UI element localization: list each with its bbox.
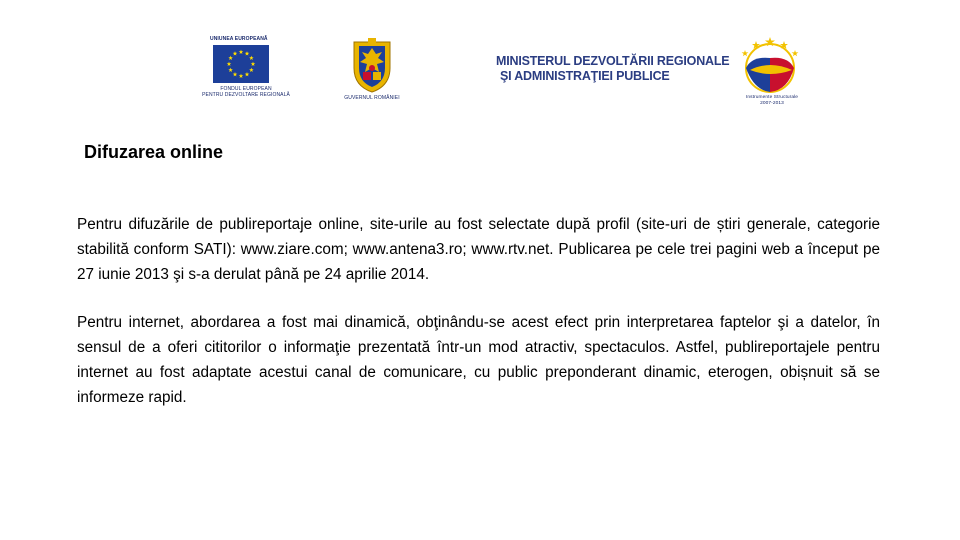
eu-star-icon <box>249 56 254 60</box>
eu-caption-top: UNIUNEA EUROPEANĂ <box>210 36 268 42</box>
ministry-logo <box>496 54 730 90</box>
paragraph-2: Pentru internet, abordarea a fost mai dinamică, obţinându-se acest efect prin interpretarea faptelor şi a datelor, în sensul de a oferi cititorilor o informaţie prezentată într-un mod atractiv, spectaculos. Astfel, publireportajele pentru internet au fost adaptate acestui canal de comunicare, cu public preponderant dinamic, eterogen, obișnuit să se informeze rapid. <box>77 314 880 406</box>
government-caption: GUVERNUL ROMÂNIEI <box>344 95 400 101</box>
eu-star-icon <box>249 68 254 72</box>
section-heading: Difuzarea online <box>84 142 224 162</box>
eu-caption-bottom-line-2: PENTRU DEZVOLTARE REGIONALĂ <box>202 92 290 98</box>
eu-star-icon <box>239 74 244 78</box>
eu-star-icon <box>227 62 232 66</box>
eu-star-icon <box>233 51 238 55</box>
paragraph-1: Pentru difuzările de publireportaje online, site-urile au fost selectate după profil (site-uri de știri generale, categorie stabilită conform SATI): www.ziare.com; www.antena3.ro; www.rtv.net. Publicarea pe cele trei pagini web a început pe 27 iunie 2013 şi s-a derulat până pe 24 aprilie 2014. <box>77 216 880 283</box>
eu-star-icon <box>228 68 233 72</box>
structural-instruments-caption-line-1: Instrumente Structurale <box>745 95 799 100</box>
eu-logo <box>196 36 296 102</box>
eu-star-icon <box>245 72 250 76</box>
structural-instruments-caption-line-2: 2007-2013 <box>760 101 784 106</box>
coat-of-arms-icon <box>332 38 412 94</box>
ministry-name-line-1: MINISTERUL DEZVOLTĂRII REGIONALE <box>496 54 730 68</box>
structural-instruments-logo <box>732 34 812 106</box>
structural-instruments-emblem-icon <box>732 34 812 94</box>
eu-star-icon <box>251 62 256 66</box>
structural-instruments-caption <box>732 95 812 107</box>
logo-banner <box>0 0 960 110</box>
ministry-name-line-2: ŞI ADMINISTRAŢIEI PUBLICE <box>500 69 670 83</box>
eu-star-icon <box>233 72 238 76</box>
eu-star-icon <box>228 56 233 60</box>
eu-caption-bottom <box>196 86 296 98</box>
eu-caption-bottom-line-1: FONDUL EUROPEAN <box>220 86 272 92</box>
eu-star-icon <box>245 51 250 55</box>
eu-flag-icon <box>213 45 269 83</box>
government-logo <box>332 38 412 104</box>
eu-star-icon <box>239 50 244 54</box>
